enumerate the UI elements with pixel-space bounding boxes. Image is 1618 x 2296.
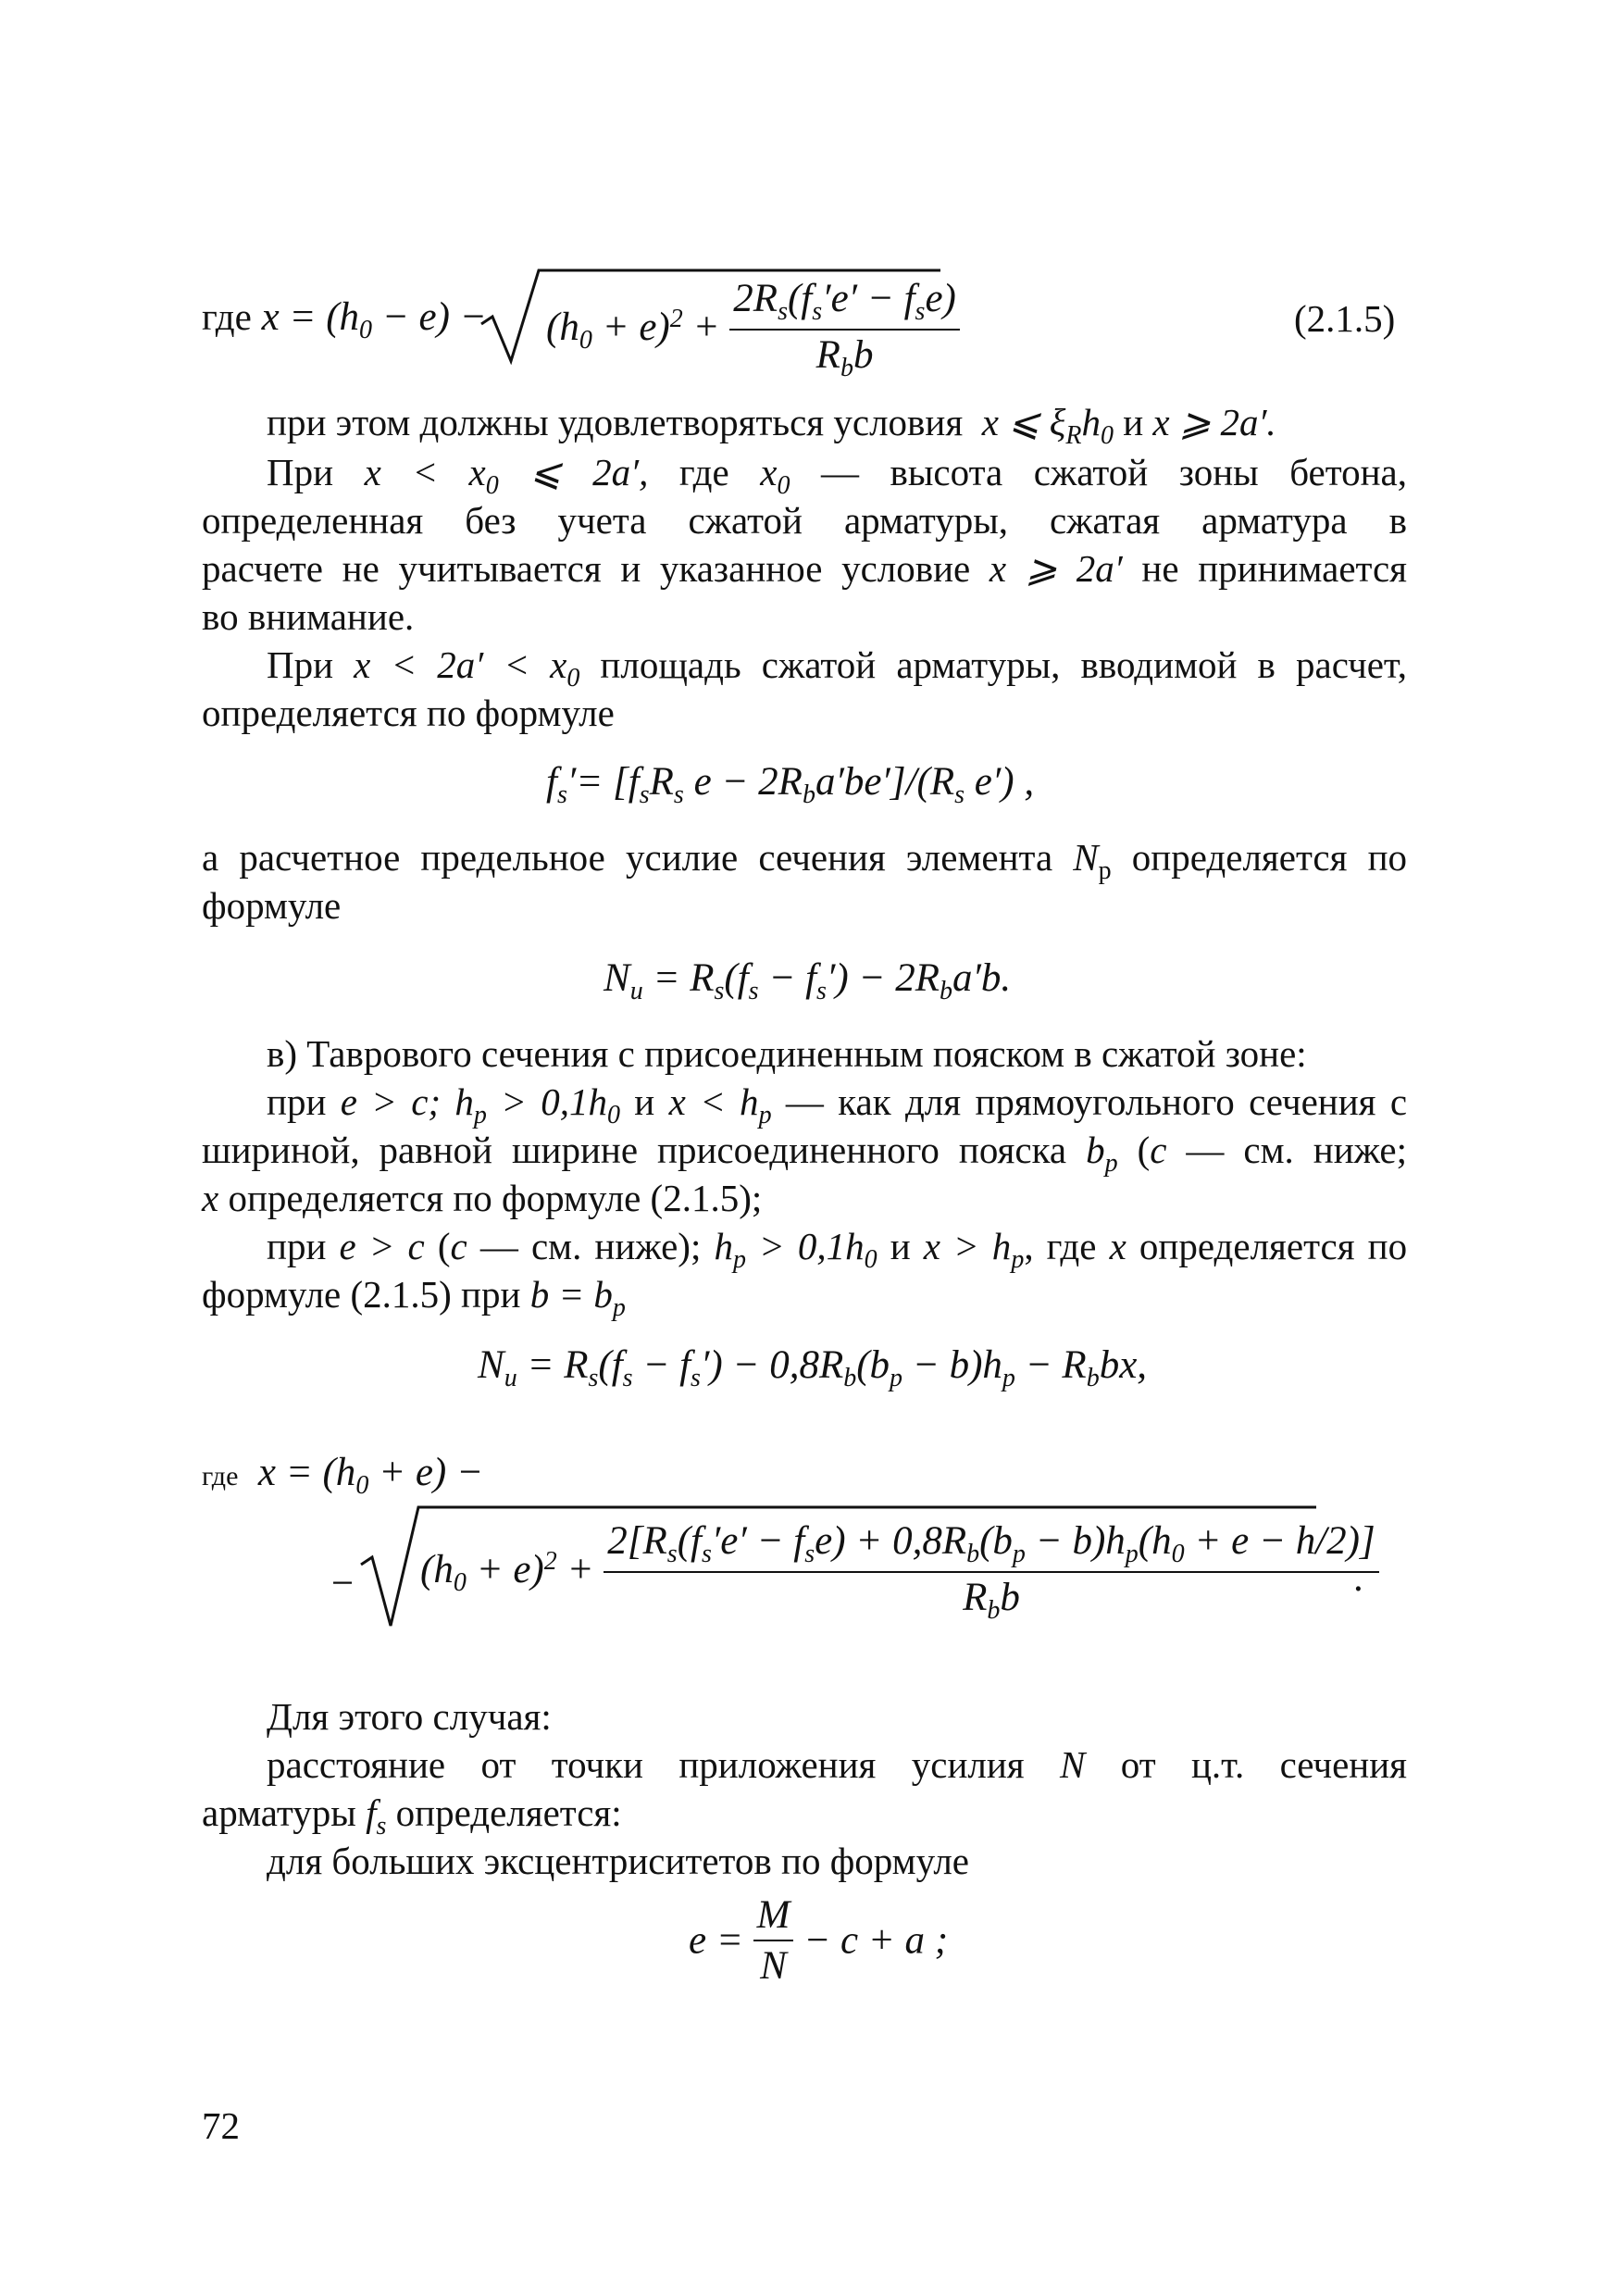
text: расчете не учитывается и указанное условие xyxy=(202,547,971,590)
math: 2[R xyxy=(607,1519,667,1563)
math: s xyxy=(954,780,965,809)
math: b xyxy=(1000,1576,1020,1619)
math: 0 xyxy=(579,325,592,355)
text: определяется: xyxy=(395,1791,622,1834)
math: 0 xyxy=(359,316,373,344)
math: − f xyxy=(758,956,817,1000)
math: s xyxy=(673,780,684,809)
text: — см. ниже); xyxy=(479,1225,702,1267)
math: x < h xyxy=(668,1080,759,1123)
math: x ⩽ ξ xyxy=(981,401,1066,443)
math: = R xyxy=(517,1343,589,1387)
math: 0 xyxy=(606,1101,620,1129)
text: и xyxy=(890,1225,911,1267)
math: 0 xyxy=(864,1245,877,1274)
line-9 xyxy=(202,881,1407,930)
text: определяется по xyxy=(1131,836,1408,879)
math: x < x xyxy=(364,451,486,493)
math: R xyxy=(815,333,840,377)
math: s xyxy=(666,1540,678,1568)
math: s xyxy=(588,1364,599,1392)
math: s xyxy=(748,977,759,1005)
text: от ц.т. сечения xyxy=(1120,1743,1408,1786)
math: 0 xyxy=(566,664,580,693)
math: ⩽ 2a′, xyxy=(498,451,649,493)
math: M xyxy=(753,1892,794,1941)
math: x > h xyxy=(923,1225,1012,1267)
math: R xyxy=(649,760,674,804)
math: s xyxy=(714,977,725,1005)
math: x ⩾ 2a′ xyxy=(989,547,1123,590)
math: x = (h xyxy=(261,295,360,339)
formula-e xyxy=(689,1892,948,1989)
math: s xyxy=(639,780,650,809)
text: Для этого случая: xyxy=(267,1695,552,1738)
fraction-2: $\frac{2[R_s(f_s'e' - f_se) + 0,8R_b(b_p - b)h_p(h_0 + e - h/2)]}{R_bb}$ xyxy=(604,1518,1378,1626)
formula-fs xyxy=(546,759,1034,810)
math: 0 xyxy=(777,471,790,500)
math: ′e′ − f xyxy=(822,277,915,320)
math: − c + a ; xyxy=(793,1918,949,1963)
math: 0 xyxy=(453,1567,467,1597)
math: (h xyxy=(1138,1519,1172,1563)
math: 0 xyxy=(1100,421,1114,450)
math: x xyxy=(202,1177,219,1219)
math: (h xyxy=(546,305,579,349)
math: 2 xyxy=(669,304,683,333)
math: s xyxy=(556,780,567,809)
math: h xyxy=(714,1225,733,1267)
math: − e) − xyxy=(372,295,487,339)
line-3 xyxy=(202,496,1407,544)
math: s xyxy=(812,297,823,326)
math: N xyxy=(604,956,630,1000)
text: — как для прямоугольного сечения с xyxy=(785,1080,1408,1123)
text: , где xyxy=(1024,1225,1097,1267)
text: — см. ниже; xyxy=(1186,1129,1408,1171)
math: f xyxy=(366,1791,377,1834)
math: b xyxy=(802,780,815,809)
math: a′be′]/(R xyxy=(815,760,955,804)
line-15: формуле (2.1.5) при $b = b_p$ xyxy=(202,1273,626,1322)
math: x < 2a′ < x xyxy=(354,643,567,686)
line-14: при e > c (c — см. ниже); $h_p > 0,1h_0$ и $x > h_p$, где x определяется по xyxy=(267,1225,1408,1274)
math: x ⩾ 2a′. xyxy=(1152,401,1276,443)
math: 2 xyxy=(543,1546,557,1576)
math: − b)h xyxy=(902,1343,1002,1387)
math: e − 2R xyxy=(683,760,803,804)
math: a′b. xyxy=(952,956,1012,1000)
equation-number: (2.1.5) xyxy=(1294,297,1396,340)
math: + e) − xyxy=(368,1451,484,1494)
math: e > c xyxy=(339,1225,425,1267)
math: c xyxy=(1150,1129,1167,1171)
line-20 xyxy=(267,1837,1407,1885)
math: 0 xyxy=(1171,1540,1185,1568)
math: + e − h/2)] xyxy=(1184,1519,1375,1563)
line-5 xyxy=(202,593,1407,641)
math: 2R xyxy=(733,277,778,320)
text: ( xyxy=(1137,1129,1151,1171)
text: формуле xyxy=(202,884,342,927)
formula-2-1-5 xyxy=(202,294,487,345)
math: + e) xyxy=(591,305,670,349)
math: = R xyxy=(642,956,715,1000)
line-4 xyxy=(202,544,1407,593)
math: + xyxy=(556,1547,594,1591)
radicand xyxy=(546,276,960,383)
math: x = (h xyxy=(257,1451,356,1494)
math: − R xyxy=(1014,1343,1087,1387)
math: b = b xyxy=(529,1273,613,1316)
math: e) + 0,8R xyxy=(815,1519,967,1563)
text: при xyxy=(267,1080,327,1123)
page-number: 72 xyxy=(202,2104,240,2147)
formula-x-line1 xyxy=(202,1450,483,1501)
text: определяется по xyxy=(1139,1225,1408,1267)
line-11: при e > c; $h_p > 0,1h_0$ и $x < h_p$ — как для прямоугольного сечения с xyxy=(267,1080,1408,1129)
math: + xyxy=(682,305,720,349)
math: − b)h xyxy=(1025,1519,1126,1563)
math: (f xyxy=(598,1343,623,1387)
math: − f xyxy=(632,1343,691,1387)
math: bx, xyxy=(1099,1343,1148,1387)
math: b xyxy=(966,1540,980,1568)
text: определенная без учета сжатой арматуры, сжатая арматура в xyxy=(202,499,1407,542)
fraction xyxy=(729,276,960,383)
text: формуле (2.1.5) при xyxy=(202,1273,521,1316)
math: + e) xyxy=(466,1547,544,1591)
math: s xyxy=(816,977,827,1005)
math: 0 xyxy=(355,1471,369,1500)
line-13 xyxy=(202,1174,1407,1222)
math: R xyxy=(963,1576,988,1619)
math: ′) − 0,8R xyxy=(700,1343,844,1387)
text: при этом должны удовлетворяться условия xyxy=(267,401,964,443)
text: при xyxy=(267,1225,327,1267)
math: h xyxy=(1081,401,1101,443)
text: где xyxy=(678,451,729,493)
text: и xyxy=(1113,401,1153,443)
text: При xyxy=(267,451,334,493)
math: > 0,1h xyxy=(486,1080,607,1123)
text: расстояние от точки приложения усилия xyxy=(267,1743,1025,1786)
math: e = xyxy=(689,1918,753,1963)
math: e) xyxy=(925,277,956,320)
math: x xyxy=(760,451,778,493)
math: b xyxy=(840,354,853,382)
fraction-3 xyxy=(753,1892,794,1989)
math: (f xyxy=(677,1519,702,1563)
math: (f xyxy=(724,956,749,1000)
math: x xyxy=(1109,1225,1126,1267)
line-10 xyxy=(267,1029,1407,1078)
math: c xyxy=(450,1225,467,1267)
math: ′= [f xyxy=(566,760,640,804)
math: u xyxy=(504,1364,517,1392)
text: определяется по формуле xyxy=(202,692,615,734)
math: u xyxy=(629,977,643,1005)
text: не принимается xyxy=(1141,547,1408,590)
math: e′) , xyxy=(965,760,1035,804)
math: N xyxy=(1073,836,1099,879)
math: р xyxy=(1098,856,1112,885)
line-7 xyxy=(202,689,1407,737)
math: (f xyxy=(787,277,813,320)
text: для больших эксцентриситетов по формуле xyxy=(267,1840,969,1882)
text: в) Таврового сечения с присоединенным пояском в сжатой зоне: xyxy=(267,1032,1307,1075)
math: b xyxy=(843,1364,857,1392)
math: (h xyxy=(420,1547,454,1591)
math: (b xyxy=(856,1343,890,1387)
line-18 xyxy=(267,1741,1407,1789)
radicand-2 xyxy=(420,1518,1379,1626)
text: арматуры xyxy=(202,1791,356,1834)
math: s xyxy=(376,1812,387,1841)
text: шириной, равной ширине присоединенного пояска xyxy=(202,1129,1067,1171)
math: f xyxy=(546,760,557,804)
math: (b xyxy=(979,1519,1013,1563)
text: ( xyxy=(437,1225,451,1267)
formula-x-minus: − xyxy=(331,1562,355,1605)
math: b xyxy=(853,333,874,377)
math: b xyxy=(987,1596,1001,1625)
text: При xyxy=(267,643,334,686)
text: определяется по формуле (2.1.5); xyxy=(228,1177,763,1219)
line-17 xyxy=(267,1692,1407,1741)
math: s xyxy=(804,1540,815,1568)
text: — высота сжатой зоны бетона, xyxy=(821,451,1408,493)
text: площадь сжатой арматуры, вводимой в расчет, xyxy=(600,643,1408,686)
formula-x-tail: . xyxy=(1353,1556,1363,1600)
text: и xyxy=(634,1080,655,1123)
text: где xyxy=(202,1461,239,1491)
text: во внимание. xyxy=(202,595,415,638)
formula-nu-1 xyxy=(604,955,1011,1006)
math: b xyxy=(1086,1364,1100,1392)
text: а расчетное предельное усилие сечения элемента xyxy=(202,836,1053,879)
math: s xyxy=(622,1364,633,1392)
math: b xyxy=(1086,1129,1105,1171)
math: ′) − 2R xyxy=(826,956,940,1000)
math: s xyxy=(915,297,926,326)
math: s xyxy=(701,1540,712,1568)
math: N xyxy=(1060,1743,1086,1786)
math: R xyxy=(1065,421,1082,450)
math: s xyxy=(691,1364,701,1392)
math: N xyxy=(478,1343,504,1387)
math: N xyxy=(760,1944,787,1988)
text-where: где xyxy=(202,295,252,338)
math: b xyxy=(939,977,952,1005)
formula-nu-2: $N_u = R_s(f_s - f_s') - 0,8R_b(b_p - b)h_p - R_bbx$, xyxy=(478,1343,1148,1392)
math: s xyxy=(778,297,788,326)
math: ′e′ − f xyxy=(711,1519,805,1563)
line-12: шириной, равной ширине присоединенного пояска $b_p$ (c — см. ниже; xyxy=(202,1129,1408,1178)
math: e > c; h xyxy=(340,1080,474,1123)
math: > 0,1h xyxy=(745,1225,865,1267)
math: 0 xyxy=(485,471,499,500)
